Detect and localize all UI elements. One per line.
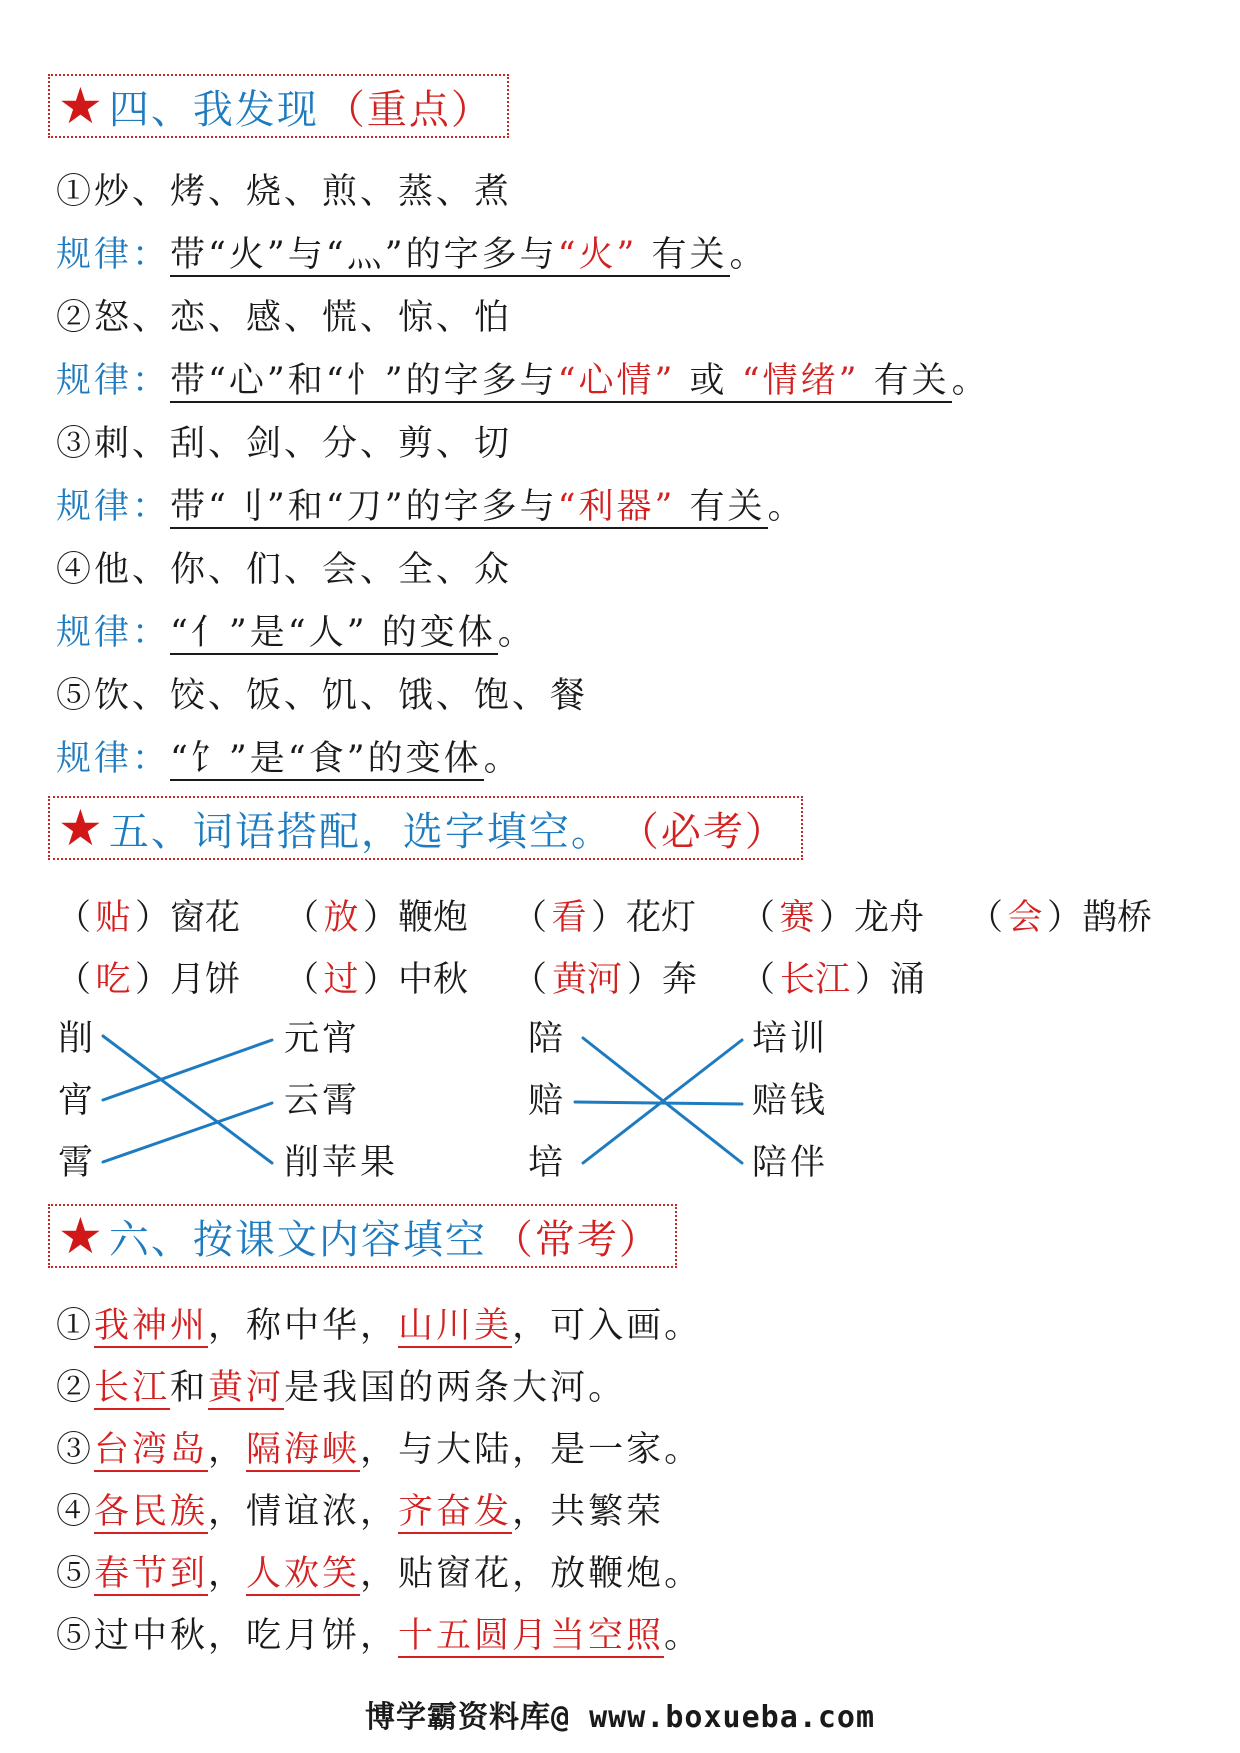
section-6-note: （常考） <box>492 1216 661 1263</box>
section-6-heading <box>48 1204 677 1268</box>
section-4-title: 四、我发现 <box>108 86 319 133</box>
star-icon: ★ <box>58 799 105 857</box>
sec4-chars-4: ④他、你、们、会、全、众 <box>56 550 513 590</box>
match-left-2: 宵 <box>58 1081 97 1121</box>
recite-line-2: ②长江和黄河是我国的两条大河。 <box>56 1368 627 1408</box>
fill-item: （ 赛 ）龙舟 <box>740 898 925 938</box>
rule-text: 带“火”与“灬”的字多与“火” 有关 <box>170 235 728 275</box>
match-left-3: 霄 <box>58 1143 97 1183</box>
sec4-chars-2: ②怒、恋、感、慌、惊、怕 <box>56 298 513 338</box>
fill-item: （ 会 ）鹊桥 <box>968 898 1153 938</box>
match-right-6: 陪伴 <box>752 1143 829 1183</box>
match-left-1: 削 <box>58 1019 97 1059</box>
recite-line-6: ⑤过中秋，吃月饼，十五圆月当空照。 <box>56 1616 703 1656</box>
sec4-chars-5: ⑤饮、饺、饭、饥、饿、饱、餐 <box>56 676 589 716</box>
rule-text: 带“刂”和“刀”的字多与“利器” 有关 <box>170 487 766 527</box>
rule-text: “亻”是“人” 的变体 <box>170 613 496 653</box>
match-line-3 <box>103 1103 272 1162</box>
sec4-rule-1: 规律：带“火”与“灬”的字多与“火” 有关。 <box>56 235 768 275</box>
fill-item: （ 看 ）花灯 <box>512 898 697 938</box>
recite-line-4: ④各民族，情谊浓，齐奋发，共繁荣 <box>56 1492 665 1532</box>
footer-watermark: 博学霸资料库@ www.boxueba.com <box>364 1700 876 1735</box>
fill-item: （ 过 ）中秋 <box>284 960 469 1000</box>
sec4-rule-4: 规律：“亻”是“人” 的变体。 <box>56 613 536 653</box>
rule-text: “饣”是“食”的变体 <box>170 739 482 779</box>
rule-label: 规律： <box>56 487 171 527</box>
match-right-4: 培训 <box>752 1019 829 1059</box>
sec4-chars-3: ③刺、刮、剑、分、剪、切 <box>56 424 513 464</box>
match-left-6: 培 <box>528 1143 567 1183</box>
fill-item: （ 黄河 ）奔 <box>512 960 698 1000</box>
match-left-4: 陪 <box>528 1019 567 1059</box>
match-line-2 <box>103 1040 272 1100</box>
rule-text: 带“心”和“忄”的字多与“心情” 或 “情绪” 有关 <box>170 361 950 401</box>
match-right-1: 元宵 <box>284 1019 361 1059</box>
section-5-title: 五、词语搭配，选字填空。 <box>108 808 613 855</box>
match-right-3: 削苹果 <box>284 1143 399 1183</box>
section-5-note: （必考） <box>618 808 787 855</box>
recite-line-1: ①我神州，称中华，山川美，可入画。 <box>56 1306 703 1346</box>
sec4-chars-1: ①炒、烤、烧、煎、蒸、煮 <box>56 172 513 212</box>
sec4-rule-3: 规律：带“刂”和“刀”的字多与“利器” 有关。 <box>56 487 806 527</box>
fill-item: （ 长江 ）涌 <box>740 960 926 1000</box>
sec4-rule-2: 规律：带“心”和“忄”的字多与“心情” 或 “情绪” 有关。 <box>56 361 990 401</box>
section-6-title: 六、按课文内容填空 <box>108 1216 487 1263</box>
recite-line-5: ⑤春节到，人欢笑，贴窗花，放鞭炮。 <box>56 1554 703 1594</box>
star-icon: ★ <box>58 1207 105 1265</box>
rule-label: 规律： <box>56 361 171 401</box>
star-icon: ★ <box>58 77 105 135</box>
rule-label: 规律： <box>56 739 171 779</box>
section-4-note: （重点） <box>324 86 493 133</box>
match-right-2: 云霄 <box>284 1081 361 1121</box>
match-line-1 <box>103 1036 272 1163</box>
rule-label: 规律： <box>56 235 171 275</box>
rule-label: 规律： <box>56 613 171 653</box>
match-right-5: 赔钱 <box>752 1081 829 1121</box>
match-left-5: 赔 <box>528 1081 567 1121</box>
fill-item: （ 放 ）鞭炮 <box>284 898 469 938</box>
sec4-rule-5: 规律：“饣”是“食”的变体。 <box>56 739 522 779</box>
fill-item: （ 吃 ）月饼 <box>56 960 241 1000</box>
fill-item: （ 贴 ）窗花 <box>56 898 241 938</box>
recite-line-3: ③台湾岛，隔海峡，与大陆，是一家。 <box>56 1430 703 1470</box>
